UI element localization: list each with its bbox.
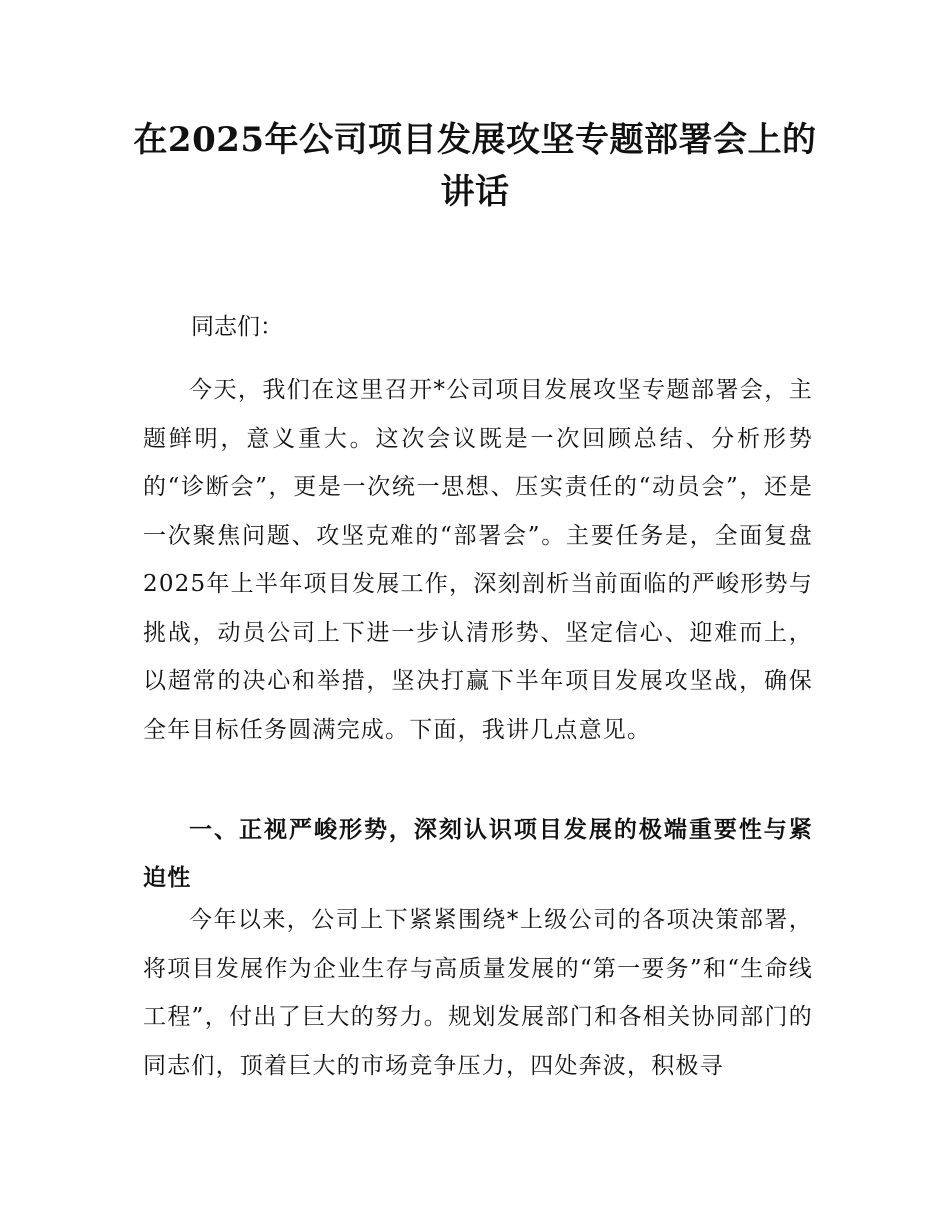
salutation: 同志们： <box>191 314 283 340</box>
body-paragraph-section-one: 今年以来，公司上下紧紧围绕*上级公司的各项决策部署，将项目发展作为企业生存与高质量发展的“第一要务”和“生命线工程”，付出了巨大的努力。规划发展部门和各相关协同部门的同志们，顶着巨大的市场竞争压力，四处奔波，积极寻 <box>143 907 813 1079</box>
body-paragraph-opening: 今天，我们在这里召开*公司项目发展攻坚专题部署会，主题鲜明，意义重大。这次会议既是一次回顾总结、分析形势的“诊断会”，更是一次统一思想、压实责任的“动员会”，还是一次聚焦问题、攻坚克难的“部署会”。主要任务是，全面复盘2025年上半年项目发展工作，深刻剖析当前面临的严峻形势与挑战，动员公司上下进一步认清形势、坚定信心、迎难而上，以超常的决心和举措，坚决打赢下半年项目发展攻坚战，确保全年目标任务圆满完成。下面，我讲几点意见。 <box>143 377 813 743</box>
document-title: 在2025年公司项目发展攻坚专题部署会上的讲话 <box>133 120 817 212</box>
section-heading-one: 一、正视严峻形势，深刻认识项目发展的极端重要性与紧迫性 <box>143 817 813 891</box>
